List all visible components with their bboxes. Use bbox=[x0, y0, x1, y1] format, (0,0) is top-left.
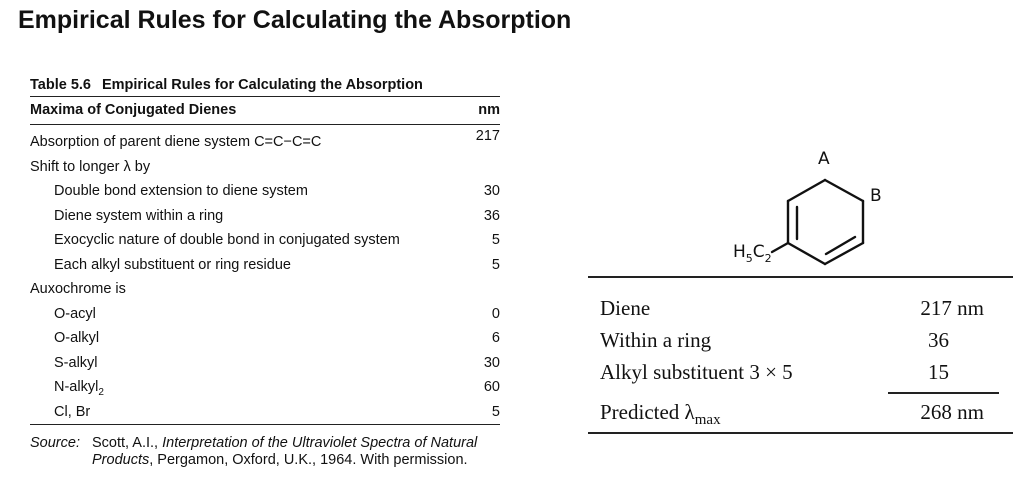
table-caption bbox=[30, 74, 500, 96]
table-row: Auxochrome is bbox=[30, 281, 126, 297]
table-number: Table 5.6 bbox=[30, 77, 91, 93]
calc-row-diene: Diene 217 nm bbox=[600, 296, 984, 320]
calc-bottom-rule bbox=[588, 432, 1013, 434]
header-label: Maxima of Conjugated Dienes bbox=[30, 102, 237, 118]
table-bottom-rule bbox=[30, 424, 500, 425]
bond-top-right bbox=[825, 180, 863, 201]
ring-label-a: A bbox=[818, 149, 830, 169]
table-row: Double bond extension to diene system 30 bbox=[54, 183, 500, 199]
table-row: Each alkyl substituent or ring residue 5 bbox=[54, 256, 500, 273]
absorption-calculation bbox=[588, 276, 1013, 434]
table-source-note bbox=[30, 431, 500, 469]
bond-bottom-right bbox=[825, 243, 863, 264]
bond-bottom-left bbox=[788, 243, 825, 264]
table-row: Diene system within a ring 36 bbox=[54, 207, 500, 224]
table-row: N-alkyl$_2$ 60 bbox=[54, 379, 500, 398]
ring-label-b: B bbox=[870, 186, 882, 206]
rules-table bbox=[30, 74, 500, 469]
table-body bbox=[30, 125, 500, 424]
table-row: Shift to longer λ by bbox=[30, 158, 151, 175]
table-caption-title: Empirical Rules for Calculating the Absorption bbox=[101, 77, 423, 93]
calc-row-ring: Within a ring 36 bbox=[600, 328, 949, 352]
source-text: Scott, A.I., Interpretation of the Ultraviolet Spectra of Natural Products, Pergamon, Oxford, U.K., 1964. With permission. bbox=[92, 435, 478, 468]
table-row: Absorption of parent diene system C=C−C=C 217 bbox=[30, 128, 500, 150]
bond-substituent bbox=[772, 243, 788, 252]
bond-bottom-right-double bbox=[826, 237, 855, 254]
table-header bbox=[30, 97, 500, 124]
table-row: Cl, Br 5 bbox=[54, 403, 500, 420]
table-row: O-alkyl 6 bbox=[54, 330, 500, 346]
table-row: O-acyl 0 bbox=[54, 305, 500, 322]
calc-row-alkyl: Alkyl substituent 3 × 5 15 bbox=[600, 360, 949, 384]
source-label: Source: bbox=[30, 435, 80, 451]
calc-row-predicted: Predicted $\lambda_{max}$ 268 nm bbox=[600, 400, 984, 428]
page-title: Empirical Rules for Calculating the Absorption bbox=[18, 6, 572, 34]
bond-top-left bbox=[788, 180, 825, 201]
table-row: S-alkyl 30 bbox=[54, 354, 500, 371]
calc-sum-rule bbox=[888, 392, 999, 394]
header-unit: nm bbox=[478, 102, 500, 118]
diene-molecule-structure bbox=[720, 140, 920, 276]
substituent-label: $H_5C_2$ bbox=[733, 242, 772, 265]
table-row: Exocyclic nature of double bond in conjugated system 5 bbox=[54, 232, 500, 248]
